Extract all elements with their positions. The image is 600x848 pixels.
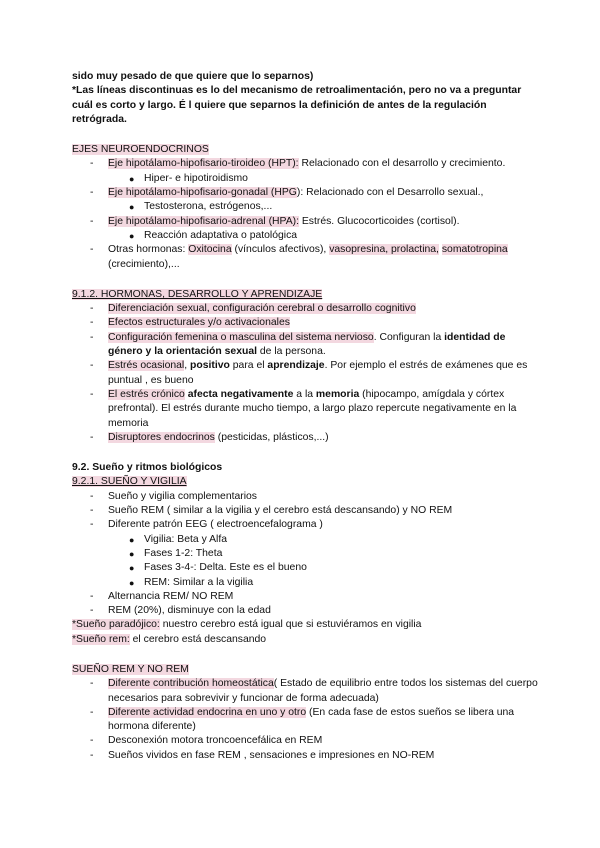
list-item: - Eje hipotálamo-hipofisario-tiroideo (HPT): Relacionado con el desarrollo y crecimiento.: [90, 158, 506, 170]
sub-list-item: ● Fases 1-2: Theta: [129, 547, 223, 559]
sub-list-item: ● Testosterona, estrógenos,...: [129, 201, 273, 213]
list-item: - Alternancia REM/ NO REM: [90, 590, 234, 602]
section-title-rem: SUEÑO REM Y NO REM: [72, 663, 189, 675]
list-item: - Disruptores endocrinos (pesticidas, plásticos,...): [90, 431, 329, 443]
hormonas-list: [72, 302, 542, 445]
intro-line-2: *Las líneas discontinuas es lo del mecanismo de retroalimentación, pero no va a preguntar cuál es corto y largo. É l quiere que separnos la definición de antes de la regulación retrógrada.: [72, 85, 522, 125]
sub-list-item: ● Reacción adaptativa o patológica: [129, 229, 298, 241]
rem-list: [72, 677, 542, 763]
sub-list-item: ● REM: Similar a la vigilia: [129, 576, 254, 588]
ejes-list: [72, 157, 542, 271]
section-title-hormonas: 9.1.2. HORMONAS, DESARROLLO Y APRENDIZAJE: [72, 288, 323, 300]
sub-list-item: ● Fases 3-4-: Delta. Este es el bueno: [129, 562, 307, 574]
list-item: - Diferente patrón EEG ( electroencefalograma ): [90, 519, 323, 531]
sub-list-item: ● Vigilia: Beta y Alfa: [129, 533, 227, 545]
subsection-title-sueno-vigilia: 9.2.1. SUEÑO Y VIGILIA: [72, 476, 187, 488]
list-item: - El estrés crónico afecta negativamente a la memoria (hipocampo, amígdala y córtex prefrontal). El estrés durante mucho tiempo, a largo plazo repercute negativamente en la memoria: [90, 388, 517, 429]
list-item: - Otras hormonas: Oxitocina (vínculos afectivos), vasopresina, prolactina, somatotropina (crecimiento),...: [90, 244, 508, 270]
note-sueno-rem: *Sueño rem: el cerebro está descansando: [72, 633, 267, 645]
intro-line-1: sido muy pesado de que quiere que lo separnos): [72, 71, 314, 82]
list-item: - Estrés ocasional, positivo para el aprendizaje. Por ejemplo el estrés de exámenes que es puntual , es bueno: [90, 360, 528, 386]
sub-list-item: ● Hiper- e hipotiroidismo: [129, 172, 248, 184]
list-item: - Diferenciación sexual, configuración cerebral o desarrollo cognitivo: [90, 303, 416, 315]
list-item: - REM (20%), disminuye con la edad: [90, 605, 271, 617]
section-title-ejes: EJES NEUROENDOCRINOS: [72, 144, 209, 156]
list-item: - Sueño REM ( similar a la vigilia y el cerebro está descansando) y NO REM: [90, 505, 453, 517]
list-item: - Sueño y vigilia complementarios: [90, 490, 258, 502]
list-item: - Eje hipotálamo-hipofisario-gonadal (HPG): Relacionado con el Desarrollo sexual.,: [90, 187, 484, 199]
sueno-list: [72, 490, 542, 619]
list-item: - Diferente contribución homeostática( Estado de equilibrio entre todos los sistemas del cuerpo necesarios para sobrevivir y funcionar de forma adecuada): [90, 678, 538, 704]
note-sueno-paradojico: *Sueño paradójico: nuestro cerebro está igual que si estuviéramos en vigilia: [72, 619, 422, 631]
list-item: - Configuración femenina o masculina del sistema nervioso. Configuran la identidad de género y la orientación sexual de la persona.: [90, 331, 506, 358]
list-item: - Diferente actividad endocrina en uno y otro (En cada fase de estos sueños se libera una hormona diferente): [90, 706, 515, 733]
list-item: - Sueños vividos en fase REM , sensaciones e impresiones en NO-REM: [90, 749, 435, 761]
list-item: - Desconexión motora troncoencefálica en REM: [90, 735, 323, 747]
list-item: - Eje hipotálamo-hipofisario-adrenal (HPA): Estrés. Glucocorticoides (cortisol).: [90, 215, 460, 227]
document-page: [72, 70, 542, 763]
list-item: - Efectos estructurales y/o activacionales: [90, 317, 290, 329]
section-title-sueno: 9.2. Sueño y ritmos biológicos: [72, 462, 223, 474]
